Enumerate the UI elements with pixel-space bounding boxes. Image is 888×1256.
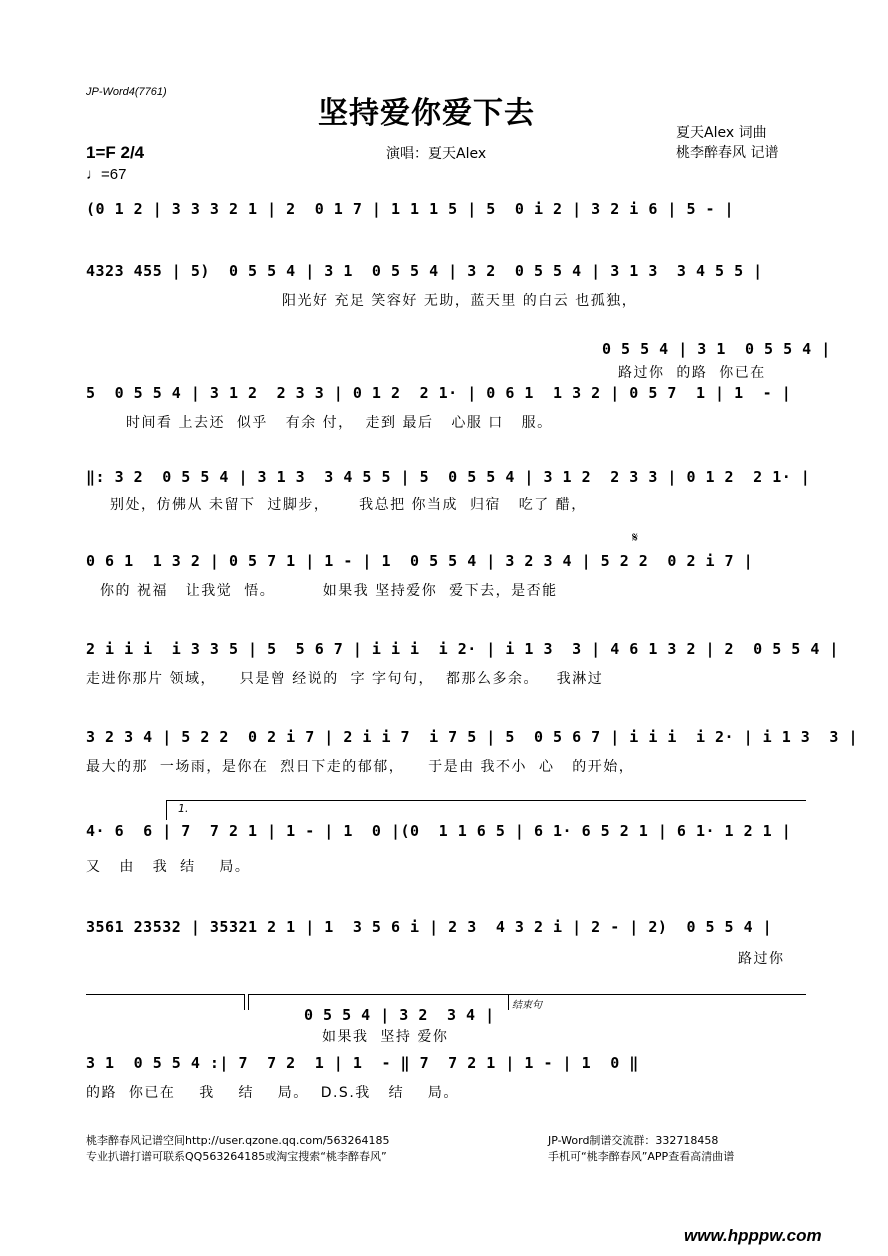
bracket-tick-3 bbox=[508, 994, 509, 1010]
bracket-line-right bbox=[508, 994, 806, 995]
lyrics-system-4: 别处，仿佛从 未留下 过脚步， 我总把 你当成 归宿 吃了 醋， bbox=[110, 497, 587, 513]
volta-bracket-top bbox=[166, 800, 806, 801]
volta-bracket-left bbox=[166, 800, 167, 820]
score-system-7: 3 2 3 4 | 5 2 2 0 2 i 7 | 2 i i 7 i 7 5 | 5 0 5 6 7 | i i i i 2· | i 1 3 3 | bbox=[86, 728, 858, 746]
ending-label: 结束句 bbox=[512, 1000, 542, 1011]
segno-mark: 𝄋 bbox=[632, 530, 639, 546]
footer-right-line-2: 手机可“桃李醉春风”APP查看高清曲谱 bbox=[548, 1150, 735, 1163]
composer-credit: 夏天Alex 词曲 bbox=[676, 125, 767, 141]
score-system-2: 4323 455 | 5) 0 5 5 4 | 3 1 0 5 5 4 | 3 2 0 5 5 4 | 3 1 3 3 4 5 5 | bbox=[86, 262, 763, 280]
score-system-3: 5 0 5 5 4 | 3 1 2 2 3 3 | 0 1 2 2 1· | 0 6 1 1 3 2 | 0 5 7 1 | 1 - | bbox=[86, 384, 792, 402]
score-system-3-alt: 0 5 5 4 | 3 1 0 5 5 4 | bbox=[602, 340, 831, 358]
bracket-line-left bbox=[86, 994, 244, 995]
score-system-4: ‖: 3 2 0 5 5 4 | 3 1 3 3 4 5 5 | 5 0 5 5 4 | 3 1 2 2 3 3 | 0 1 2 2 1· | bbox=[86, 468, 811, 486]
lyrics-system-6: 走进你那片 领域， 只是曾 经说的 字 字句句， 都那么多余。 我淋过 bbox=[86, 671, 604, 687]
bracket-tick-2 bbox=[248, 994, 249, 1010]
lyrics-system-2: 阳光好 充足 笑容好 无助，蓝天里 的白云 也孤独， bbox=[282, 293, 638, 309]
lyrics-system-5: 你的 祝福 让我觉 悟。 如果我 坚持爱你 爱下去，是否能 bbox=[100, 583, 558, 599]
score-system-9: 3561 23532 | 35321 2 1 | 1 3 5 6 i | 2 3 4 3 2 i | 2 - | 2) 0 5 5 4 | bbox=[86, 918, 773, 936]
lyrics-system-3-alt: 路过你 的路 你已在 bbox=[618, 365, 766, 381]
singer-credit: 演唱：夏天Alex bbox=[386, 146, 487, 162]
website-watermark: www.hpppw.com bbox=[684, 1226, 822, 1245]
bracket-tick-1 bbox=[244, 994, 245, 1010]
lyrics-system-8: 又 由 我 结 局。 bbox=[86, 859, 251, 875]
score-system-10-alt: 0 5 5 4 | 3 2 3 4 | bbox=[304, 1006, 495, 1024]
key-signature: 1=F 2/4 bbox=[86, 143, 145, 162]
software-tag: JP-Word4(7761) bbox=[86, 86, 167, 98]
score-system-5: 0 6 1 1 3 2 | 0 5 7 1 | 1 - | 1 0 5 5 4 | 3 2 3 4 | 5 2 2 0 2 i 7 | bbox=[86, 552, 754, 570]
lyrics-system-9: 路过你 bbox=[738, 951, 785, 967]
score-system-1: (0 1 2 | 3 3 3 2 1 | 2 0 1 7 | 1 1 1 5 | 5 0 i 2 | 3 2 i 6 | 5 - | bbox=[86, 200, 735, 218]
footer-left-line-2: 专业扒谱打谱可联系QQ563264185或淘宝搜索“桃李醉春风” bbox=[86, 1150, 387, 1163]
score-system-10: 3 1 0 5 5 4 :| 7 7 2 1 | 1 - ‖ 7 7 2 1 | 1 - | 1 0 ‖ bbox=[86, 1054, 639, 1072]
song-title: 坚持爱你爱下去 bbox=[318, 96, 535, 131]
lyrics-system-10-alt: 如果我 坚持 爱你 bbox=[322, 1029, 449, 1045]
transcriber-credit: 桃李醉春风 记谱 bbox=[676, 145, 779, 161]
score-system-8: 4· 6 6 | 7 7 2 1 | 1 - | 1 0 |(0 1 1 6 5 | 6 1· 6 5 2 1 | 6 1· 1 2 1 | bbox=[86, 822, 792, 840]
lyrics-system-10: 的路 你已在 我 结 局。 D.S.我 结 局。 bbox=[86, 1085, 459, 1101]
volta-number: 1. bbox=[178, 802, 189, 815]
bracket-line-mid bbox=[248, 994, 508, 995]
lyrics-system-7: 最大的那 一场雨，是你在 烈日下走的郁郁， 于是由 我不小 心 的开始， bbox=[86, 759, 635, 775]
score-system-6: 2 i i i i 3 3 5 | 5 5 6 7 | i i i i 2· | i 1 3 3 | 4 6 1 3 2 | 2 0 5 5 4 | bbox=[86, 640, 839, 658]
footer-right-line-1: JP-Word制谱交流群：332718458 bbox=[548, 1134, 719, 1147]
lyrics-system-3: 时间看 上去还 似乎 有余 付， 走到 最后 心服 口 服。 bbox=[126, 415, 553, 431]
footer-left-line-1: 桃李醉春风记谱空间http://user.qzone.qq.com/563264185 bbox=[86, 1134, 390, 1147]
tempo-mark: ♩=67 bbox=[86, 166, 127, 183]
